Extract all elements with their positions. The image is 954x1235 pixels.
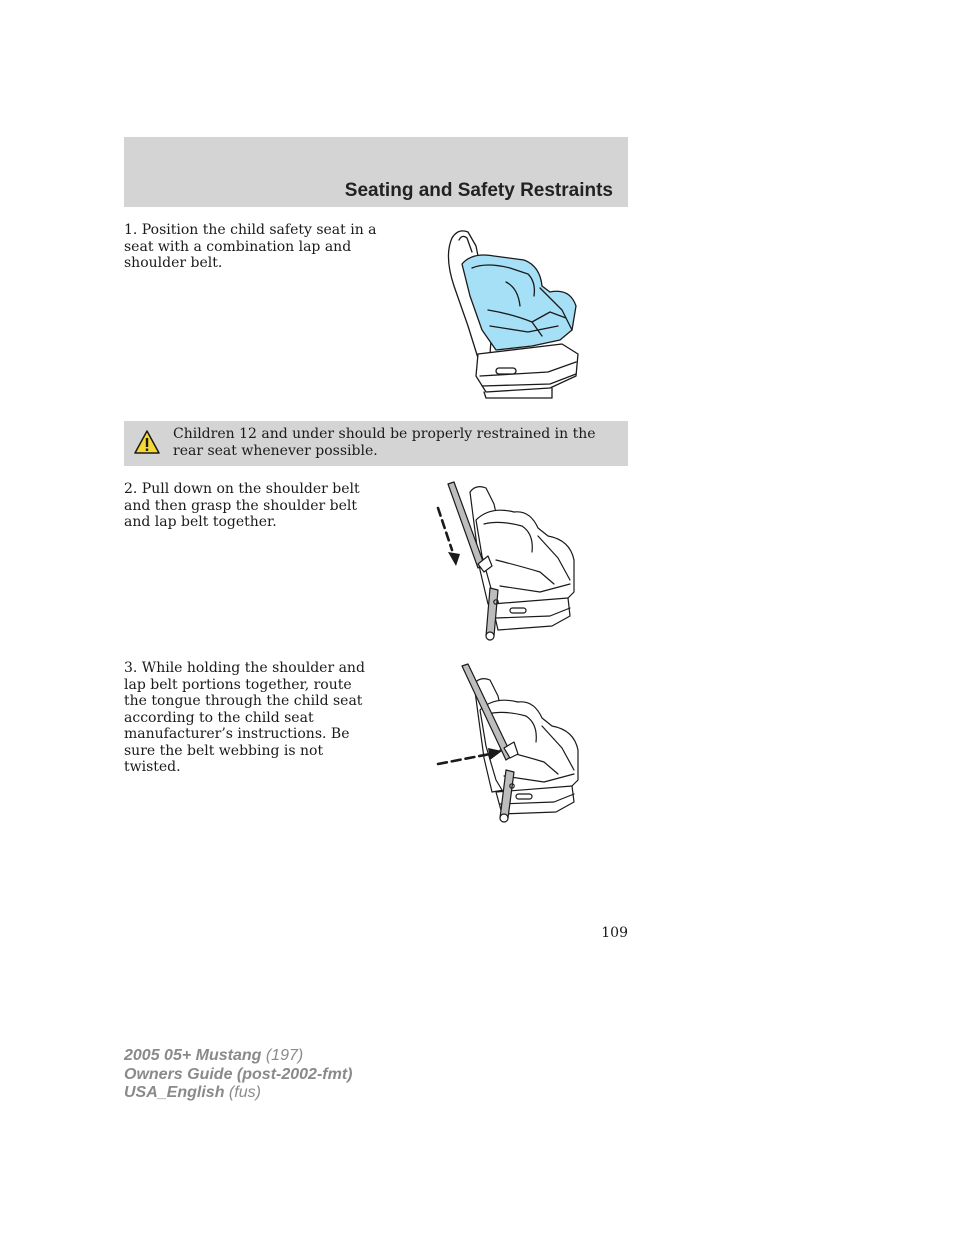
child-seat-illustration-1 — [432, 226, 582, 406]
footer-line-2: Owners Guide (post-2002-fmt) — [124, 1065, 353, 1083]
section-title: Seating and Safety Restraints — [344, 180, 613, 201]
footer-line-1 — [124, 1047, 352, 1066]
footer-line-3 — [124, 1084, 352, 1103]
warning-box — [124, 421, 628, 466]
child-seat-illustration-3 — [432, 662, 584, 824]
header-band — [124, 137, 628, 207]
step-2-text: 2. Pull down on the shoulder belt and then grasp the shoulder belt and lap belt together. — [124, 481, 360, 530]
footer-model: 2005 05+ Mustang — [124, 1047, 262, 1064]
footer-model-code: (197) — [261, 1047, 304, 1064]
page-number: 109 — [601, 925, 628, 941]
warning-text: Children 12 and under should be properly restrained in the rear seat whenever possible. — [173, 426, 596, 459]
footer-language: USA_English — [124, 1084, 225, 1101]
child-seat-illustration-2 — [430, 480, 582, 645]
step-3-text: 3. While holding the shoulder and lap belt portions together, route the tongue through the child seat according to the child seat manufacturer’s instructions. Be sure the belt webbing is not twisted. — [124, 660, 365, 775]
footer-imprint — [124, 1047, 352, 1103]
footer-language-code: (fus) — [224, 1084, 261, 1101]
warning-triangle-icon — [134, 429, 160, 455]
step-1-text: 1. Position the child safety seat in a seat with a combination lap and shoulder belt. — [124, 222, 377, 271]
